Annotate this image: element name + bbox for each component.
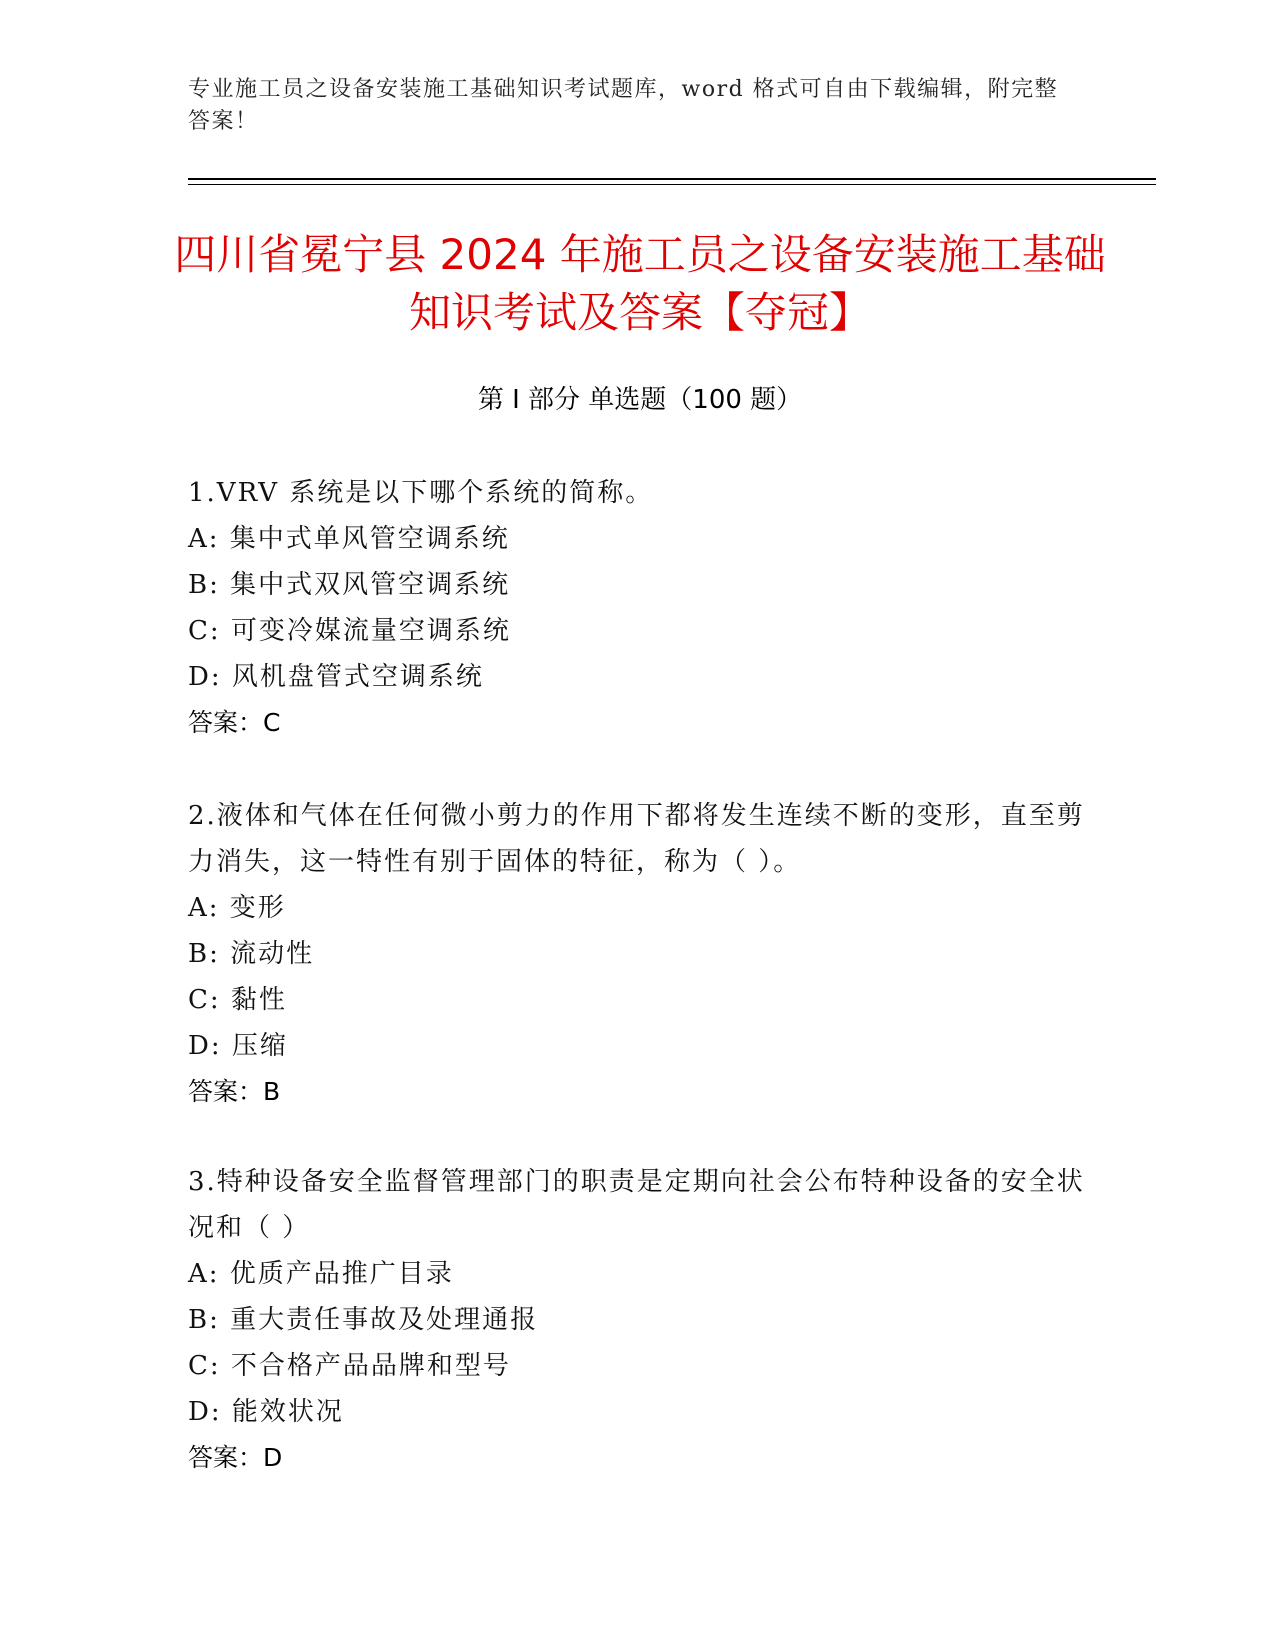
question-stem: 3.特种设备安全监督管理部门的职责是定期向社会公布特种设备的安全状况和（ ） — [188, 1167, 1085, 1243]
header-note: 专业施工员之设备安装施工基础知识考试题库，word 格式可自由下载编辑，附完整答案！ — [188, 77, 1059, 134]
option-c: C: 黏性 — [188, 985, 287, 1015]
option-b: B: 流动性 — [188, 939, 315, 969]
option-b: B: 重大责任事故及处理通报 — [188, 1305, 539, 1335]
question-1 — [188, 470, 1088, 746]
option-a: A: 变形 — [188, 893, 286, 923]
question-stem: 1.VRV 系统是以下哪个系统的简称。 — [188, 478, 654, 508]
option-a: A: 集中式单风管空调系统 — [188, 524, 510, 554]
answer: 答案：C — [188, 708, 281, 737]
option-d: D: 风机盘管式空调系统 — [188, 662, 484, 692]
answer: 答案：B — [188, 1077, 281, 1106]
answer: 答案：D — [188, 1443, 283, 1472]
option-a: A: 优质产品推广目录 — [188, 1259, 454, 1289]
header-divider-thick — [188, 178, 1156, 180]
option-c: C: 不合格产品品牌和型号 — [188, 1351, 511, 1381]
option-d: D: 压缩 — [188, 1031, 288, 1061]
section-heading: 第 I 部分 单选题（100 题） — [477, 385, 803, 415]
option-c: C: 可变冷媒流量空调系统 — [188, 616, 511, 646]
header-divider-thin — [188, 184, 1156, 185]
question-stem: 2.液体和气体在任何微小剪力的作用下都将发生连续不断的变形，直至剪力消失，这一特性有别于固体的特征，称为（ ）。 — [188, 801, 1085, 877]
option-b: B: 集中式双风管空调系统 — [188, 570, 511, 600]
option-d: D: 能效状况 — [188, 1397, 344, 1427]
question-2 — [188, 793, 1088, 1115]
question-3 — [188, 1159, 1088, 1481]
document-title: 四川省冕宁县 2024 年施工员之设备安装施工基础知识考试及答案【夺冠】 — [174, 230, 1106, 337]
